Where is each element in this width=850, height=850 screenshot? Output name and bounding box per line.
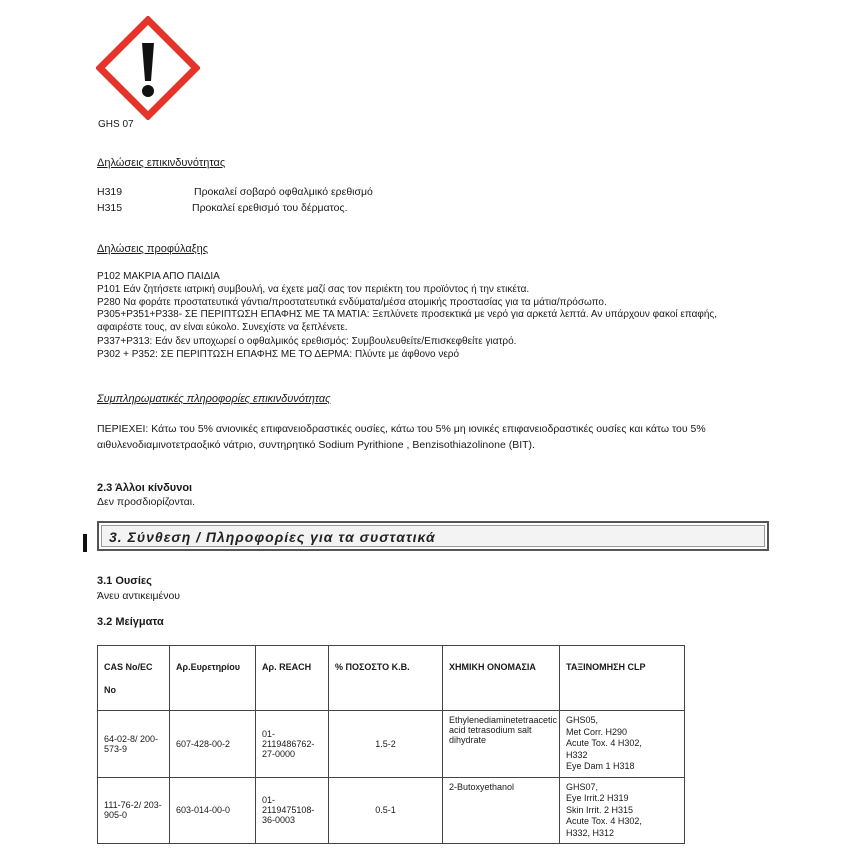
section-title: 3. Σύνθεση / Πληροφορίες για τα συστατικά — [109, 529, 436, 545]
other-hazards-text: Δεν προσδιορίζονται. — [97, 496, 196, 508]
column-header: Αρ. REACH — [256, 646, 329, 711]
chemical-name-cell: 2-Butoxyethanol — [443, 777, 560, 844]
clp-line: H332 — [566, 749, 588, 760]
column-header: CAS No/EC No — [98, 646, 170, 711]
clp-line: GHS05, — [566, 715, 599, 725]
substances-title: 3.1 Ουσίες — [97, 575, 152, 587]
reach-cell: 01-2119475108-36-0003 — [256, 777, 329, 844]
cas-cell: 111-76-2/ 203-905-0 — [98, 777, 170, 844]
clp-line: H332, H312 — [566, 827, 615, 838]
clp-line: Acute Tox. 4 H302, — [566, 816, 642, 826]
clp-line: Acute Tox. 4 H302, — [566, 738, 642, 748]
percent-cell: 0.5-1 — [329, 777, 443, 844]
other-hazards-title: 2.3 Άλλοι κίνδυνοι — [97, 482, 193, 494]
hazard-text: Προκαλεί σοβαρό οφθαλμικό ερεθισμό — [194, 186, 373, 198]
table-row — [98, 777, 685, 844]
pictogram-code: GHS 07 — [98, 119, 134, 130]
precautionary-line: P102 ΜΑΚΡΙΑ ΑΠΟ ΠΑΙΔΙΑ — [97, 271, 220, 282]
hazard-code: H315 — [97, 202, 123, 214]
exclamation-mark-diamond-icon — [96, 16, 200, 120]
hazard-text: Προκαλεί ερεθισμό του δέρματος. — [192, 202, 348, 214]
cas-cell: 64-02-8/ 200-573-9 — [98, 711, 170, 778]
precautionary-statements-title: Δηλώσεις προφύλαξης — [97, 243, 209, 255]
chemical-name-cell: Ethylenediaminetetraacetic acid tetrasodium salt dihydrate — [443, 711, 560, 778]
hazard-code: H319 — [97, 186, 123, 198]
precautionary-line: P302 + P352: ΣΕ ΠΕΡΙΠΤΩΣΗ ΕΠΑΦΗΣ ΜΕ ΤΟ ΔΕΡΜΑ: Πλύντε με άφθονο νερό — [97, 349, 460, 360]
section-marker — [83, 534, 87, 552]
table-header-row — [98, 646, 685, 711]
precautionary-line: P280 Να φοράτε προστατευτικά γάντια/προστατευτικά ενδύματα/μέσα ατομικής προστασίας για τα μάτια/πρόσωπο. — [97, 297, 607, 308]
precautionary-line: P305+P351+P338- ΣΕ ΠΕΡΙΠΤΩΣΗ ΕΠΑΦΗΣ ΜΕ ΤΑ ΜΑΤΙΑ: Ξεπλύνετε προσεκτικά με νερό για αρκετά λεπτά. Αν υπάρχουν φακοί επαφής, αφαιρέστε τους, αν είναι εύκολο. Συνεχίστε να ξεπλένετε. — [97, 309, 718, 333]
column-header: ΤΑΞΙΝΟΜΗΣΗ CLP — [560, 646, 685, 711]
index-cell: 607-428-00-2 — [170, 711, 256, 778]
section-banner — [97, 521, 769, 551]
clp-line: Eye Irrit.2 H319 — [566, 793, 629, 803]
percent-cell: 1.5-2 — [329, 711, 443, 778]
clp-line: Eye Dam 1 H318 — [566, 761, 635, 771]
clp-line: Met Corr. H290 — [566, 726, 628, 737]
clp-line: Skin Irrit. 2 H315 — [566, 804, 634, 815]
column-header: ΧΗΜΙΚΗ ΟΝΟΜΑΣΙΑ — [443, 646, 560, 711]
supplementary-text: ΠΕΡΙΕΧΕΙ: Κάτω του 5% ανιονικές επιφανειοδραστικές ουσίες, κάτω του 5% μη ιονικές επιφανειοδραστικές ουσίες και κάτω του 5% αιθυλενοδιαμινοτετραοξικό νάτριο, συντηρητικό Sodium Pyrithione , Benzisothiazolinone (BIT). — [97, 423, 706, 451]
index-cell: 603-014-00-0 — [170, 777, 256, 844]
reach-cell: 01-2119486762-27-0000 — [256, 711, 329, 778]
clp-line: GHS07, — [566, 781, 599, 792]
precautionary-line: P337+P313: Εάν δεν υποχωρεί ο οφθαλμικός ερεθισμός: Συμβουλευθείτε/Επισκεφθείτε γιατρό. — [97, 336, 517, 347]
mixtures-title: 3.2 Μείγματα — [97, 616, 164, 628]
hazard-statements-title: Δηλώσεις επικινδυνότητας — [97, 157, 226, 169]
column-header: % ΠΟΣΟΣΤΟ Κ.Β. — [329, 646, 443, 711]
clp-cell — [560, 777, 685, 844]
clp-cell — [560, 711, 685, 778]
supplementary-title: Συμπληρωματικές πληροφορίες επικινδυνότητας — [97, 393, 331, 405]
mixtures-table — [97, 645, 685, 844]
column-header: Αρ.Ευρετηρίου — [170, 646, 256, 711]
substances-text: Άνευ αντικειμένου — [97, 590, 181, 602]
table-row — [98, 711, 685, 778]
precautionary-line: P101 Εάν ζητήσετε ιατρική συμβουλή, να έχετε μαζί σας τον περιέκτη του προϊόντος ή την ετικέτα. — [97, 284, 530, 295]
